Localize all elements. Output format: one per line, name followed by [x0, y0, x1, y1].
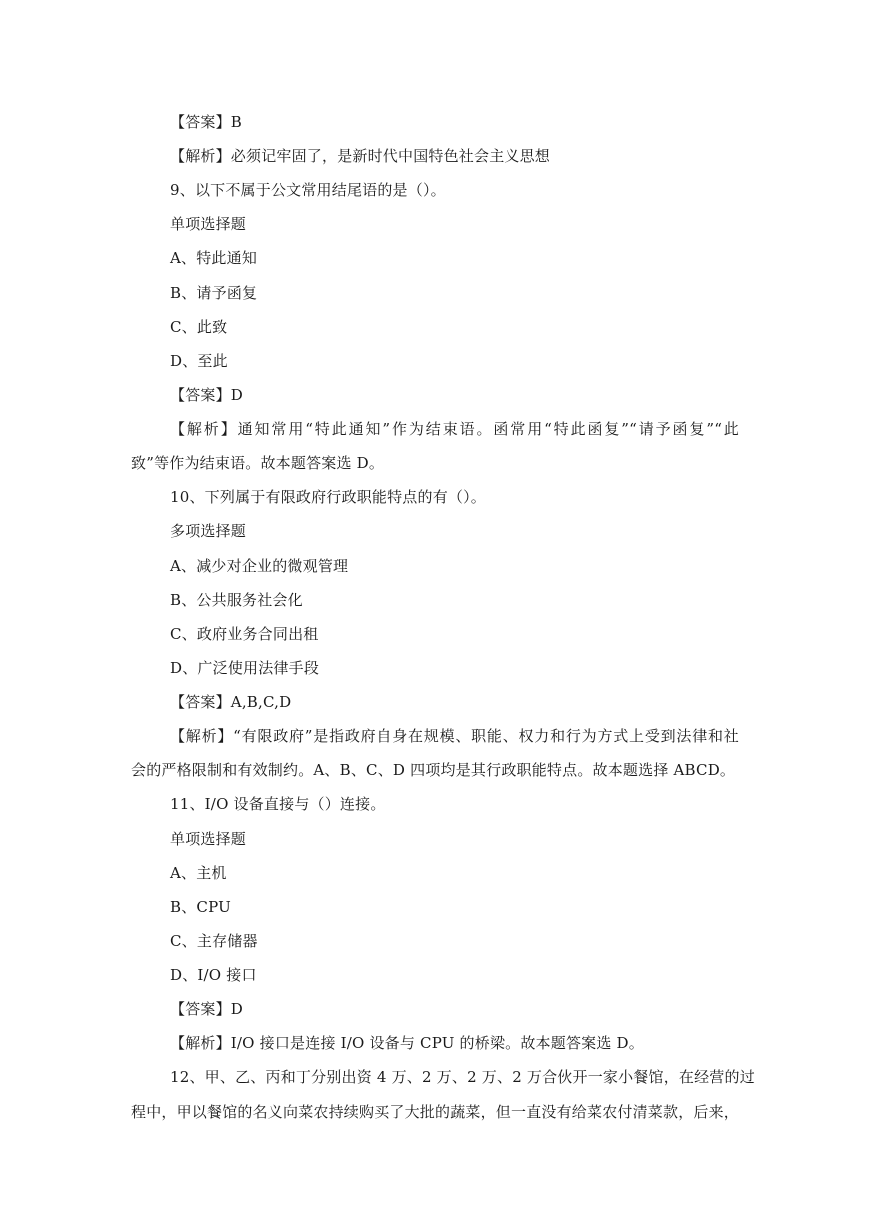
option-c-q9: C、此致 — [170, 318, 228, 336]
answer-label-q11: 【答案】D — [170, 1000, 244, 1018]
analysis-q9-line1: 【解析】通知常用“特此通知”作为结束语。函常用“特此函复”“请予函复”“此 — [170, 420, 739, 438]
question-12-line1: 12、甲、乙、丙和丁分别出资 4 万、2 万、2 万、2 万合伙开一家小餐馆，在经营的过 — [170, 1068, 755, 1086]
question-type-q11: 单项选择题 — [170, 830, 247, 848]
answer-label-q10: 【答案】A,B,C,D — [170, 693, 292, 711]
option-c-q11: C、主存储器 — [170, 932, 258, 950]
analysis-q8: 【解析】必须记牢固了，是新时代中国特色社会主义思想 — [170, 147, 551, 165]
option-a-q9: A、特此通知 — [170, 249, 258, 267]
analysis-q10-line1: 【解析】“有限政府”是指政府自身在规模、职能、权力和行为方式上受到法律和社 — [170, 727, 739, 745]
option-d-q11: D、I/O 接口 — [170, 966, 257, 984]
question-12-line2: 程中，甲以餐馆的名义向菜农持续购买了大批的蔬菜，但一直没有给菜农付清菜款，后来， — [131, 1103, 740, 1121]
option-a-q10: A、减少对企业的微观管理 — [170, 557, 349, 575]
option-b-q10: B、公共服务社会化 — [170, 591, 303, 609]
answer-label-q8: 【答案】B — [170, 113, 243, 131]
question-11: 11、I/O 设备直接与（）连接。 — [170, 795, 386, 813]
option-b-q11: B、CPU — [170, 898, 231, 916]
option-d-q10: D、广泛使用法律手段 — [170, 659, 320, 677]
answer-label-q9: 【答案】D — [170, 386, 244, 404]
analysis-q10-line2: 会的严格限制和有效制约。A、B、C、D 四项均是其行政职能特点。故本题选择 ABCD。 — [131, 761, 736, 779]
analysis-q11: 【解析】I/O 接口是连接 I/O 设备与 CPU 的桥梁。故本题答案选 D。 — [170, 1034, 644, 1052]
question-type-q9: 单项选择题 — [170, 215, 247, 233]
option-c-q10: C、政府业务合同出租 — [170, 625, 319, 643]
question-9: 9、以下不属于公文常用结尾语的是（）。 — [170, 181, 446, 199]
option-a-q11: A、主机 — [170, 864, 227, 882]
option-d-q9: D、至此 — [170, 352, 228, 370]
question-10: 10、下列属于有限政府行政职能特点的有（）。 — [170, 488, 486, 506]
question-type-q10: 多项选择题 — [170, 522, 247, 540]
option-b-q9: B、请予函复 — [170, 284, 258, 302]
analysis-q9-line2: 致”等作为结束语。故本题答案选 D。 — [131, 454, 385, 472]
